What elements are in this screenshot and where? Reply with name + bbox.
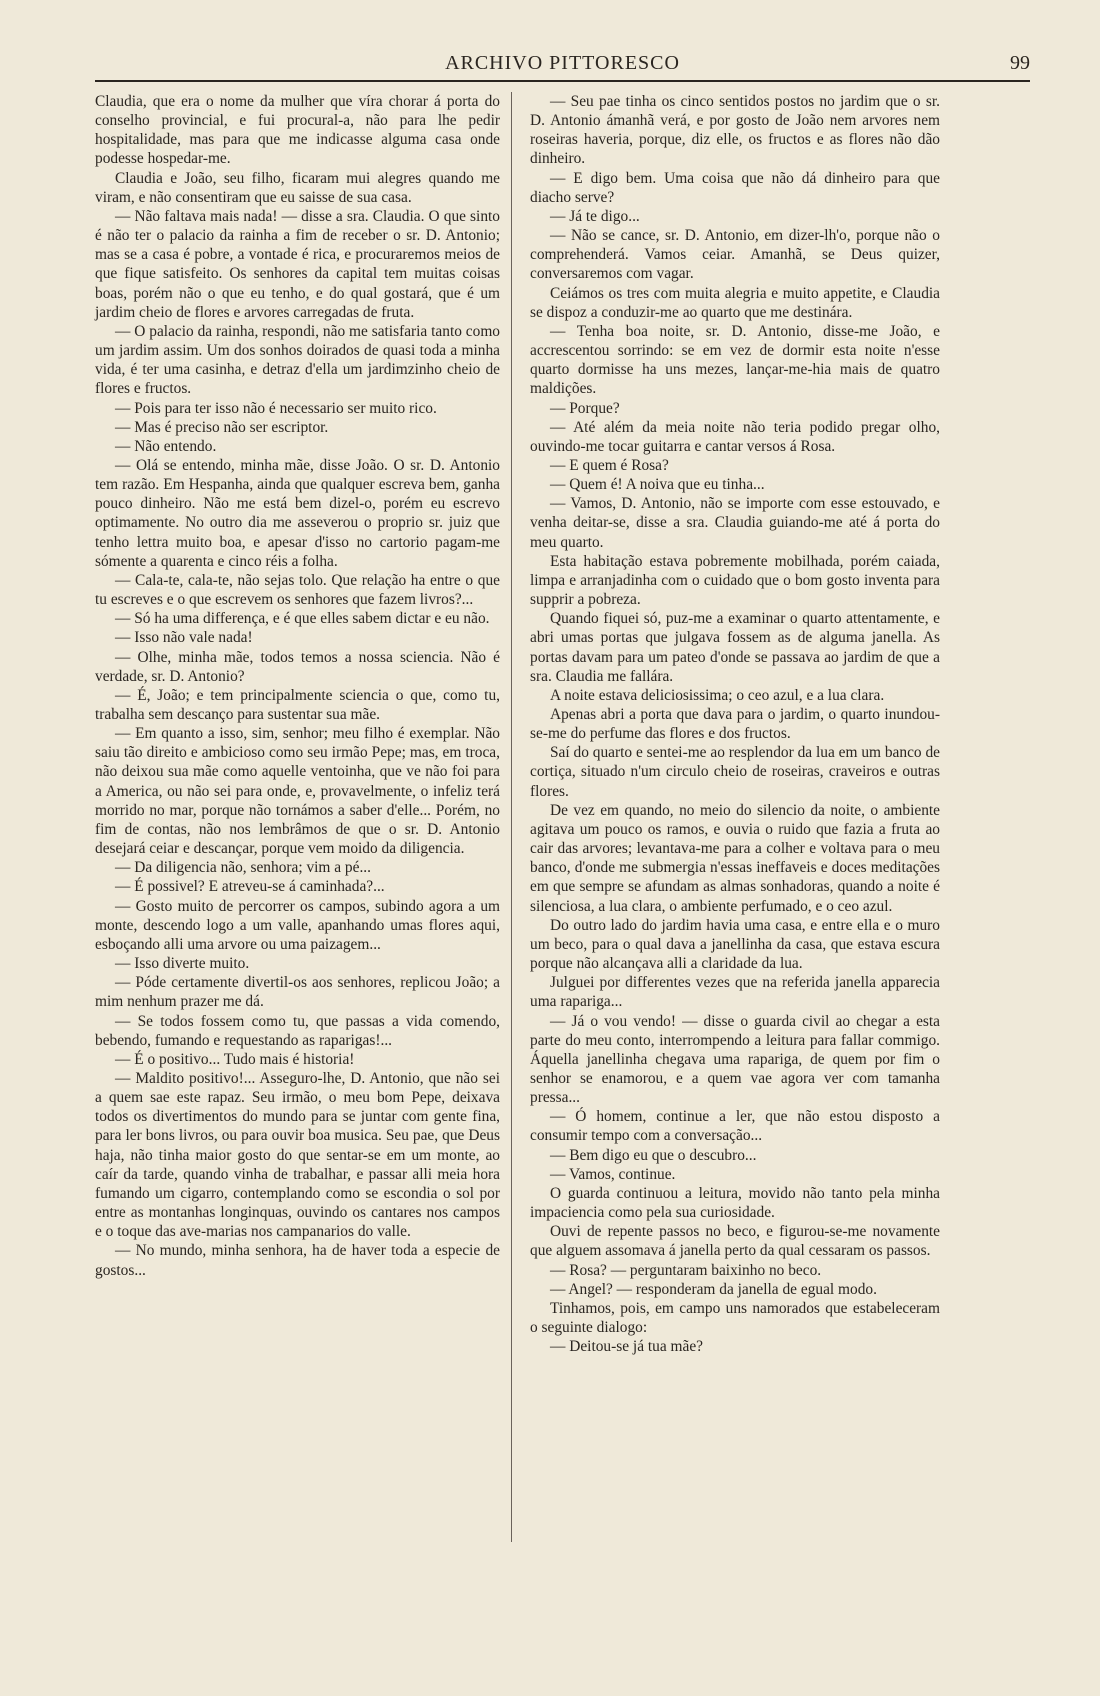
paragraph: — E quem é Rosa? xyxy=(550,456,669,474)
paragraph: Ceiámos os tres com muita alegria e muito appetite, e Claudia se dispoz a conduzir-me ao quarto que me destinára. xyxy=(530,284,940,321)
paragraph: — Da diligencia não, senhora; vim a pé... xyxy=(115,859,372,877)
paragraph: — No mundo, minha senhora, ha de haver toda a especie de gostos... xyxy=(95,1242,500,1279)
paragraph: — Seu pae tinha os cinco sentidos postos no jardim que o sr. D. Antonio ámanhã verá, e por gosto de João nem arvores nem roseiras haveria, porque, diz elle, os fructos e as flores não dão dinheiro. xyxy=(530,93,940,168)
paragraph: — Olá se entendo, minha mãe, disse João. O sr. D. Antonio tem razão. Em Hespanha, ainda que qualquer escreva bem, ganha pouco dinheiro. Não me está bem dizel-o, porém eu escrevo optimamente. No outro dia me asseverou o proprio sr. juiz que tenho lettra muito boa, e apesar d'isso no cartorio pagam-me sómente a quarenta e cinco réis a folha. xyxy=(95,456,500,570)
paragraph: — Vamos, continue. xyxy=(550,1165,676,1183)
paragraph: — É possivel? E atreveu-se á caminhada?... xyxy=(115,878,385,896)
paragraph: — Porque? xyxy=(550,399,620,417)
paragraph: — O palacio da rainha, respondi, não me satisfaria tanto como um jardim assim. Um dos sonhos doirados de quasi toda a minha vida, é ter uma casinha, e detraz d'ella um jardimzinho cheio de flores e fructos. xyxy=(95,322,500,398)
paragraph: — Rosa? — perguntaram baixinho no beco. xyxy=(550,1261,822,1279)
paragraph: — Maldito positivo!... Asseguro-lhe, D. Antonio, que não sei a quem saе este rapaz. Seu irmão, o meu bom Pepe, deixava todos os divertimentos do mundo para se juntar com gente fina, para ler bons livros, ou para ouvir boa musica. Seu pae, que Deus haja, não tinha maior gosto do que sentar-se em um monte, ao caír da tarde, quando vinha de trabalhar, e passar alli meia hora fumando um cigarro, contemplando como se escondia o sol por entre as montanhas longinquas, ouvindo os cantares nos campos e o toque das ave-marias nos campanarios do valle. xyxy=(95,1069,500,1241)
paragraph: — Bem digo eu que o descubro... xyxy=(550,1146,757,1164)
running-header xyxy=(95,52,1030,80)
paragraph: — Até além da meia noite não teria podido pregar olho, ouvindo-me tocar guitarra e cantar versos á Rosa. xyxy=(530,418,940,455)
paragraph: — Não faltava mais nada! — disse a sra. Claudia. O que sinto é não ter o palacio da rainha a fim de receber o sr. D. Antonio; mas se a casa é pobre, a vontade é rica, e procuraremos meios de que fique satisfeito. Os senhores da capital tem muitas coisas boas, porém não o que eu tenho, e do qual gostará, que é um jardim cheio de flores e arvores carregadas de fruta. xyxy=(95,207,500,321)
paragraph: A noite estava deliciosissima; o ceo azul, e a lua clara. xyxy=(550,686,885,704)
paragraph: Claudia, que era o nome da mulher que víra chorar á porta do conselho provincial, e fui procural-a, não para lhe pedir hospitalidade, mas para que me indicasse alguma casa onde podesse hospedar-me. xyxy=(95,93,500,168)
left-column xyxy=(95,92,500,1280)
paragraph: — Isso não vale nada! xyxy=(115,629,253,647)
paragraph: Do outro lado do jardim havia uma casa, e entre ella e o muro um beco, para o qual dava a janellinha da casa, que estava escura porque não alcançava alli a claridade da lua. xyxy=(530,916,940,973)
paragraph: — Gosto muito de percorrer os campos, subindo agora a um monte, descendo logo a um valle, apanhando umas flores aqui, esboçando alli uma arvore ou uma paizagem... xyxy=(95,897,500,953)
paragraph: Apenas abri a porta que dava para o jardim, o quarto inundou-se-me do perfume das flores e dos fructos. xyxy=(530,706,940,743)
column-divider xyxy=(511,92,512,1542)
paragraph: — Não se cance, sr. D. Antonio, em dizer-lh'o, porque não o comprehenderá. Vamos ceiar. Amanhã, se Deus quizer, conversaremos com vagar. xyxy=(530,227,940,283)
paragraph: Claudia e João, seu filho, ficaram mui alegres quando me viram, e não consentiram que eu saisse de sua casa. xyxy=(95,169,500,206)
paragraph: — Em quanto a isso, sim, senhor; meu filho é exemplar. Não saiu tão direito e ambicioso como seu irmão Pepe; mas, em troca, não deixou sua mãe como aquelle ventoinha, que ve não foi para a America, ou não sei para onde, e, provavelmente, o infeliz terá morrido no mar, porque não tornámos a saber d'elle... Porém, no fim de contas, não nos lembrâmos de que o sr. D. Antonio desejará ceiar e descançar, porque vem moido da diligencia. xyxy=(95,725,500,858)
paragraph: — Não entendo. xyxy=(115,437,217,455)
paragraph: — Quem é! A noiva que eu tinha... xyxy=(550,476,765,494)
paragraph: — Olhe, minha mãe, todos temos a nossa sciencia. Não é verdade, sr. D. Antonio? xyxy=(95,648,500,685)
paragraph: — Deitou-se já tua mãe? xyxy=(550,1338,703,1356)
paragraph: — Só ha uma differença, e é que elles sabem dictar e eu não. xyxy=(115,610,490,628)
page-number: 99 xyxy=(1010,52,1030,74)
paragraph: — Isso diverte muito. xyxy=(115,955,250,973)
right-column xyxy=(530,92,940,1356)
paragraph: — Cala-te, cala-te, não sejas tolo. Que relação ha entre o que tu escreves e o que escrevem os senhores que fazem livros?... xyxy=(95,571,500,609)
paragraph: — Vamos, D. Antonio, não se importe com esse estouvado, e venha deitar-se, disse a sra. Claudia guiando-me até á porta do meu quarto. xyxy=(530,495,940,551)
paragraph: — Já o vou vendo! — disse o guarda civil ao chegar a esta parte do meu conto, interrompendo a leitura para fallar commigo. Áquella janellinha chegava uma rapariga, de quem por fim o senhor se enamorou, e a quem vae agora ver com tamanha pressa... xyxy=(530,1012,940,1107)
header-rule xyxy=(95,80,1030,82)
paragraph: — Póde certamente divertil-os aos senhores, replicou João; a mim nenhum prazer me dá. xyxy=(95,974,500,1011)
paragraph: — Mas é preciso não ser escriptor. xyxy=(115,418,329,436)
paragraph: O guarda continuou a leitura, movido não tanto pela minha impaciencia como pela sua curiosidade. xyxy=(530,1184,940,1222)
paragraph: — Já te digo... xyxy=(550,207,640,225)
paragraph: — É, João; e tem principalmente sciencia o que, como tu, trabalha sem descanço para sustentar sua mãe. xyxy=(95,686,500,723)
paragraph: Tinhamos, pois, em campo uns namorados que estabeleceram o seguinte dialogo: xyxy=(530,1299,940,1336)
paragraph: — Angel? — responderam da janella de egual modo. xyxy=(550,1280,877,1298)
paragraph: Saí do quarto e sentei-me ao resplendor da lua em um banco de cortiça, situado n'um circulo cheio de roseiras, craveiros e outras flores. xyxy=(530,744,940,800)
paragraph: Julguei por differentes vezes que na referida janella apparecia uma rapariga... xyxy=(530,974,940,1011)
paragraph: — E digo bem. Uma coisa que não dá dinheiro para que diacho serve? xyxy=(530,169,940,206)
paragraph: — Se todos fossem como tu, que passas a vida comendo, bebendo, fumando e requestando as raparigas!... xyxy=(95,1012,500,1049)
paragraph: De vez em quando, no meio do silencio da noite, o ambiente agitava um pouco os ramos, e ouvia o ruido que fazia a fruta ao cair das arvores; levantava-me para a colher e voltava para o meu banco, d'onde me submergia n'essas ineffaveis e doces meditações em que sempre se afundam as almas sonhadoras, quando a noite é silenciosa, a lua clara, o ambiente perfumado, e o ceo azul. xyxy=(530,801,940,915)
paragraph: — Tenha boa noite, sr. D. Antonio, disse-me João, e accrescentou sorrindo: se em vez de dormir esta noite n'esse quarto dormisse ha uns mezes, lançar-me-hia mais de quatro maldições. xyxy=(530,322,940,398)
paragraph: Esta habitação estava pobremente mobilhada, porém caiada, limpa e arranjadinha com o cuidado que o bom gosto inventa para supprir a pobreza. xyxy=(530,552,940,609)
paragraph: Quando fiquei só, puz-me a examinar o quarto attentamente, e abri umas portas que julgava fossem as de alguma janella. As portas davam para um pateo d'onde se passava ao jardim de que a sra. Claudia me fallára. xyxy=(530,610,940,685)
paragraph: Ouvi de repente passos no beco, e figurou-se-me novamente que alguem assomava á janella perto da qual cessaram os passos. xyxy=(530,1223,940,1260)
journal-title: ARCHIVO PITTORESCO xyxy=(445,52,680,74)
paragraph: — Ó homem, continue a ler, que não estou disposto a consumir tempo com a conversação... xyxy=(530,1108,940,1145)
paragraph: — É o positivo... Tudo mais é historia! xyxy=(115,1050,355,1068)
paragraph: — Pois para ter isso não é necessario ser muito rico. xyxy=(115,399,437,417)
